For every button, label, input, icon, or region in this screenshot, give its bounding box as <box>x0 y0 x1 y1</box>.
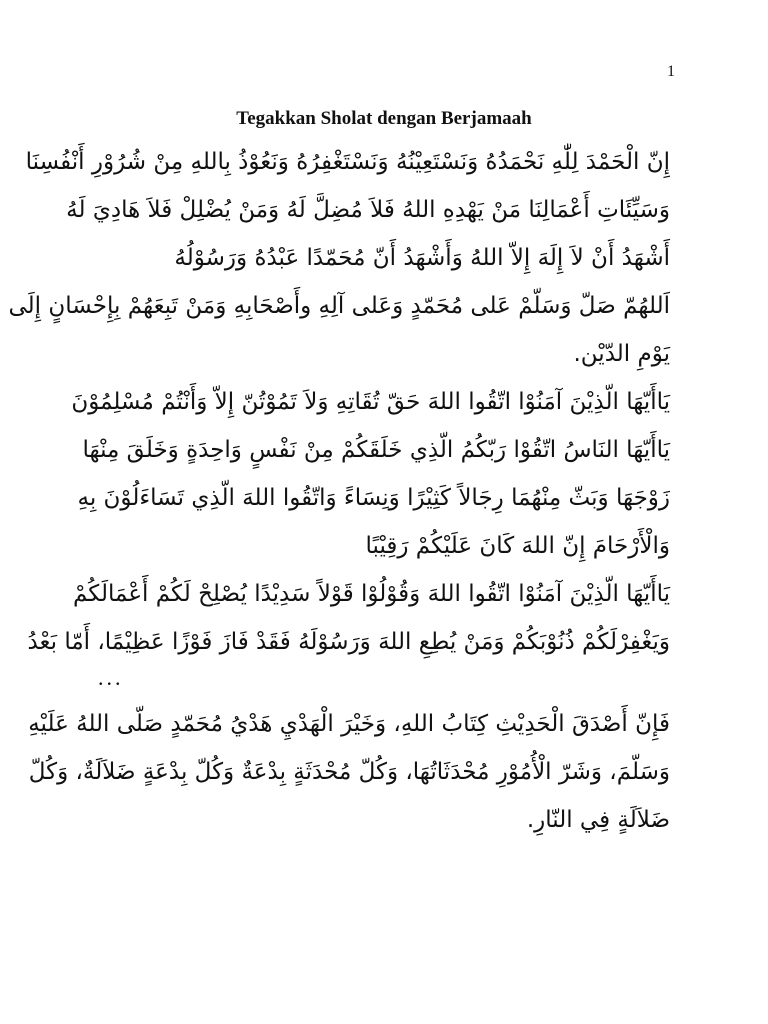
text-line: يَاأَيّهَا الّذِيْنَ آمَنُوْا اتّقُوا اللهَ حَقّ تُقَاتِهِ وَلاَ تَمُوْتُنّ إِلاّ وَأَنْتُمْ مُسْلِمُوْنَ <box>71 389 670 415</box>
text-line: يَوْمِ الدّيْن. <box>573 341 670 367</box>
text-line: أَشْهَدُ أَنْ لاَ إِلَهَ إِلاّ اللهُ وَأَشْهَدُ أَنّ مُحَمّدًا عَبْدُهُ وَرَسُوْلُهُ <box>174 245 670 271</box>
text-line: وَسَلّمَ، وَشَرّ الْأُمُوْرِ مُحْدَثَاتُهَا، وَكُلّ مُحْدَثَةٍ بِدْعَةٌ وَكُلّ بِدْعَةٍ ضَلاَلَةٌ، وَكُلّ <box>28 759 670 785</box>
text-line: وَالْأَرْحَامَ إِنّ اللهَ كَانَ عَلَيْكُمْ رَقِيْبًا <box>365 533 670 559</box>
text-line: يَاأَيّهَا الّذِيْنَ آمَنُوْا اتّقُوا اللهَ وَقُوْلُوْا قَوْلاً سَدِيْدًا يُصْلِحْ لَكُمْ أَعْمَالَكُمْ <box>73 581 670 607</box>
text-line: يَاأَيّهَا النَاسُ اتّقُوْا رَبّكُمُ الّذِي خَلَقَكُمْ مِنْ نَفْسٍ وَاحِدَةٍ وَخَلَقَ مِنْهَا <box>82 437 670 463</box>
arabic-text-body <box>8 138 670 844</box>
text-line: فَإِنّ أَصْدَقَ الْحَدِيْثِ كِتَابُ اللهِ، وَخَيْرَ الْهَدْيِ هَدْيُ مُحَمّدٍ صَلّى اللهُ عَلَيْهِ <box>28 711 670 737</box>
document-title: Tegakkan Sholat dengan Berjamaah <box>236 108 532 129</box>
text-line: وَيَغْفِرْلَكُمْ ذُنُوْبَكُمْ وَمَنْ يُطِعِ اللهَ وَرَسُوْلَهُ فَقَدْ فَازَ فَوْزًا عَظِيْمًا، أَمّا بَعْدُ <box>27 629 670 655</box>
text-line: اَللهُمّ صَلّ وَسَلّمْ عَلى مُحَمّدٍ وَعَلى آلِهِ وأَصْحَابِهِ وَمَنْ تَبِعَهُمْ بِإِحْسَانٍ إِلَى <box>8 293 670 319</box>
text-line: إِنّ الْحَمْدَ لِلّٰهِ نَحْمَدُهُ وَنَسْتَعِيْنُهُ وَنَسْتَغْفِرُهُ وَنَعُوْذُ بِاللهِ مِنْ شُرُوْرِ أَنْفُسِنَا <box>25 149 670 175</box>
ellipsis: ... <box>98 665 124 690</box>
text-line: زَوْجَهَا وَبَثّ مِنْهُمَا رِجَالاً كَثِيْرًا وَنِسَاءً وَاتّقُوا اللهَ الّذِي تَسَاءَلُوْنَ بِهِ <box>77 485 670 511</box>
text-line: وَسَيِّئَاتِ أَعْمَالِنَا مَنْ يَهْدِهِ اللهُ فَلاَ مُضِلَّ لَهُ وَمَنْ يُضْلِلْ فَلاَ هَادِيَ لَهُ <box>66 197 670 223</box>
text-line: ضَلاَلَةٍ فِي النّارِ. <box>526 807 670 833</box>
page-number: 1 <box>667 63 675 80</box>
